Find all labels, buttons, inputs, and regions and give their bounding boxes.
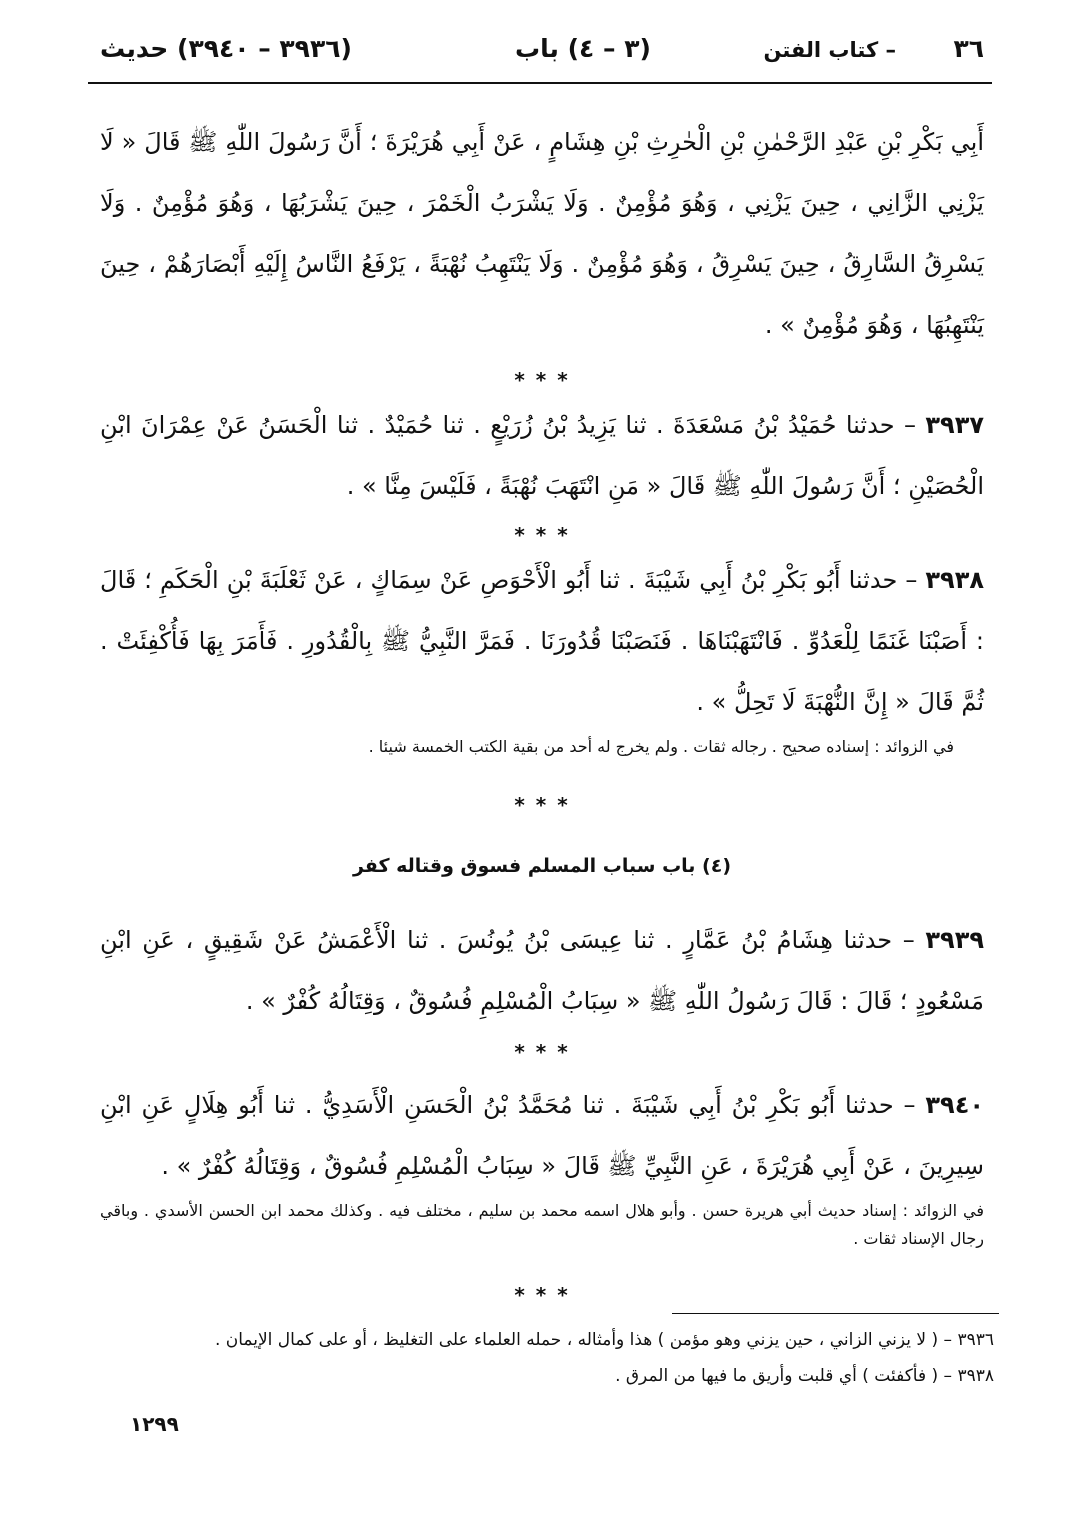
hadith-number: ٣٩٣٨: [925, 566, 984, 594]
hadith-text: – حدثنا حُمَيْدُ بْنُ مَسْعَدَةَ . ثنا يَزِيدُ بْنُ زُرَيْعٍ . ثنا حُمَيْدٌ . ثنا الْحَسَنُ عَنْ عِمْرَانَ ابْنِ الْحُصَيْنِ ؛ أَنَّ رَسُولَ اللّٰهِ ﷺ قَالَ « مَنِ انْتَهَبَ نُهْبَةً ، فَلَيْسَ مِنَّا » .: [100, 411, 984, 500]
footnotes: [100, 1322, 994, 1394]
hadith-3938-block: [100, 550, 984, 761]
zawaid-note: في الزوائد : إسناد حديث أبي هريرة حسن . وأبو هلال اسمه محمد بن سليم ، مختلف فيه . وكذلك محمد ابن الحسن الأسدي . وباقي رجال الإسناد ثقات .: [100, 1201, 984, 1248]
stars-2: * * *: [514, 523, 570, 547]
stars-4: * * *: [514, 1040, 570, 1064]
hadith-3936-continuation: أَبِي بَكْرِ بْنِ عَبْدِ الرَّحْمٰنِ بْنِ الْحٰرِثِ بْنِ هِشَامٍ ، عَنْ أَبِي هُرَيْرَةَ ؛ أَنَّ رَسُولَ اللّٰهِ ﷺ قَالَ « لَا يَزْنِي الزَّانِي ، حِينَ يَزْنِي ، وَهُوَ مُؤْمِنٌ . وَلَا يَشْرَبُ الْخَمْرَ ، حِينَ يَشْرَبُهَا ، وَهُوَ مُؤْمِنٌ . وَلَا يَسْرِقُ السَّارِقُ ، حِينَ يَسْرِقُ ، وَهُوَ مُؤْمِنٌ . وَلَا يَنْتَهِبُ نُهْبَةً ، يَرْفَعُ النَّاسُ إِلَيْهِ أَبْصَارَهُمْ ، حِينَ يَنْتَهِبُهَا ، وَهُوَ مُؤْمِنٌ » .: [100, 128, 984, 339]
hadith-text: – حدثنا أَبُو بَكْرِ بْنُ أَبِي شَيْبَةَ . ثنا أَبُو الْأَحْوَصِ عَنْ سِمَاكٍ ، عَنْ ثَعْلَبَةَ بْنِ الْحَكَمِ ؛ قَالَ : أَصَبْنَا غَنَمًا لِلْعَدُوِّ . فَانْتَهَبْنَاهَا . فَنَصَبْنَا قُدُورَنَا . فَمَرَّ النَّبِيُّ ﷺ بِالْقُدُورِ . فَأَمَرَ بِهَا فَأُكْفِئَتْ . ثُمَّ قَالَ « إِنَّ النُّهْبَةَ لَا تَحِلُّ » .: [100, 566, 984, 716]
chapter-heading-block: [100, 848, 984, 884]
header-rule: [88, 82, 992, 84]
hadith-3940: [100, 1075, 984, 1197]
header-book-title: – كتاب الفتن: [763, 38, 896, 62]
stars-5: * * *: [514, 1283, 570, 1307]
zawaid-note: في الزوائد : إسناده صحيح . رجاله ثقات . ولم يخرج له أحد من بقية الكتب الخمسة شيئا .: [368, 737, 954, 756]
header-bab-range: (٣ – ٤) باب: [515, 34, 651, 63]
header-hadith-range: (٣٩٣٦ – ٣٩٤٠) حديث: [100, 34, 352, 63]
hadith-number: ٣٩٣٧: [925, 411, 984, 439]
hadith-3937-block: [100, 395, 984, 517]
hadith-3939-block: [100, 910, 984, 1032]
footnote-3938: ٣٩٣٨ – ( فأكفئت ) أي قلبت وأريق ما فيها من المرق .: [615, 1366, 994, 1386]
hadith-3939: [100, 910, 984, 1032]
footnote-rule: [672, 1313, 999, 1314]
hadith-number: ٣٩٣٩: [925, 926, 984, 954]
header-page-number: ٣٦: [953, 34, 984, 63]
hadith-number: ٣٩٤٠: [925, 1091, 984, 1119]
hadith-3937: [100, 395, 984, 517]
hadith-text: – حدثنا أَبُو بَكْرِ بْنُ أَبِي شَيْبَةَ . ثنا مُحَمَّدُ بْنُ الْحَسَنِ الْأَسَدِيُّ . ثنا أَبُو هِلَالٍ عَنِ ابْنِ سِيرِينَ ، عَنْ أَبِي هُرَيْرَةَ ، عَنِ النَّبِيِّ ﷺ قَالَ « سِبَابُ الْمُسْلِمِ فُسُوقٌ ، وَقِتَالُهُ كُفْرٌ » .: [100, 1091, 984, 1180]
continuation-block: [100, 112, 984, 356]
stars-3: * * *: [514, 793, 570, 817]
hadith-3940-block: [100, 1075, 984, 1253]
hadith-3938: [100, 550, 984, 733]
page-header: [100, 30, 984, 70]
stars-1: * * *: [514, 368, 570, 392]
chapter-title: (٤) باب سباب المسلم فسوق وقتاله كفر: [352, 855, 732, 877]
page-footer-number: ١٢٩٩: [130, 1412, 179, 1436]
hadith-text: – حدثنا هِشَامُ بْنُ عَمَّارٍ . ثنا عِيسَى بْنُ يُونُسَ . ثنا الْأَعْمَشُ عَنْ شَقِيقٍ ، عَنِ ابْنِ مَسْعُودٍ ؛ قَالَ : قَالَ رَسُولُ اللّٰهِ ﷺ « سِبَابُ الْمُسْلِمِ فُسُوقٌ ، وَقِتَالُهُ كُفْرٌ » .: [100, 926, 984, 1015]
footnote-3936: ٣٩٣٦ – ( لا يزني الزاني ، حين يزني وهو مؤمن ) هذا وأمثاله ، حمله العلماء على التغليظ ، أو على كمال الإيمان .: [214, 1330, 994, 1350]
